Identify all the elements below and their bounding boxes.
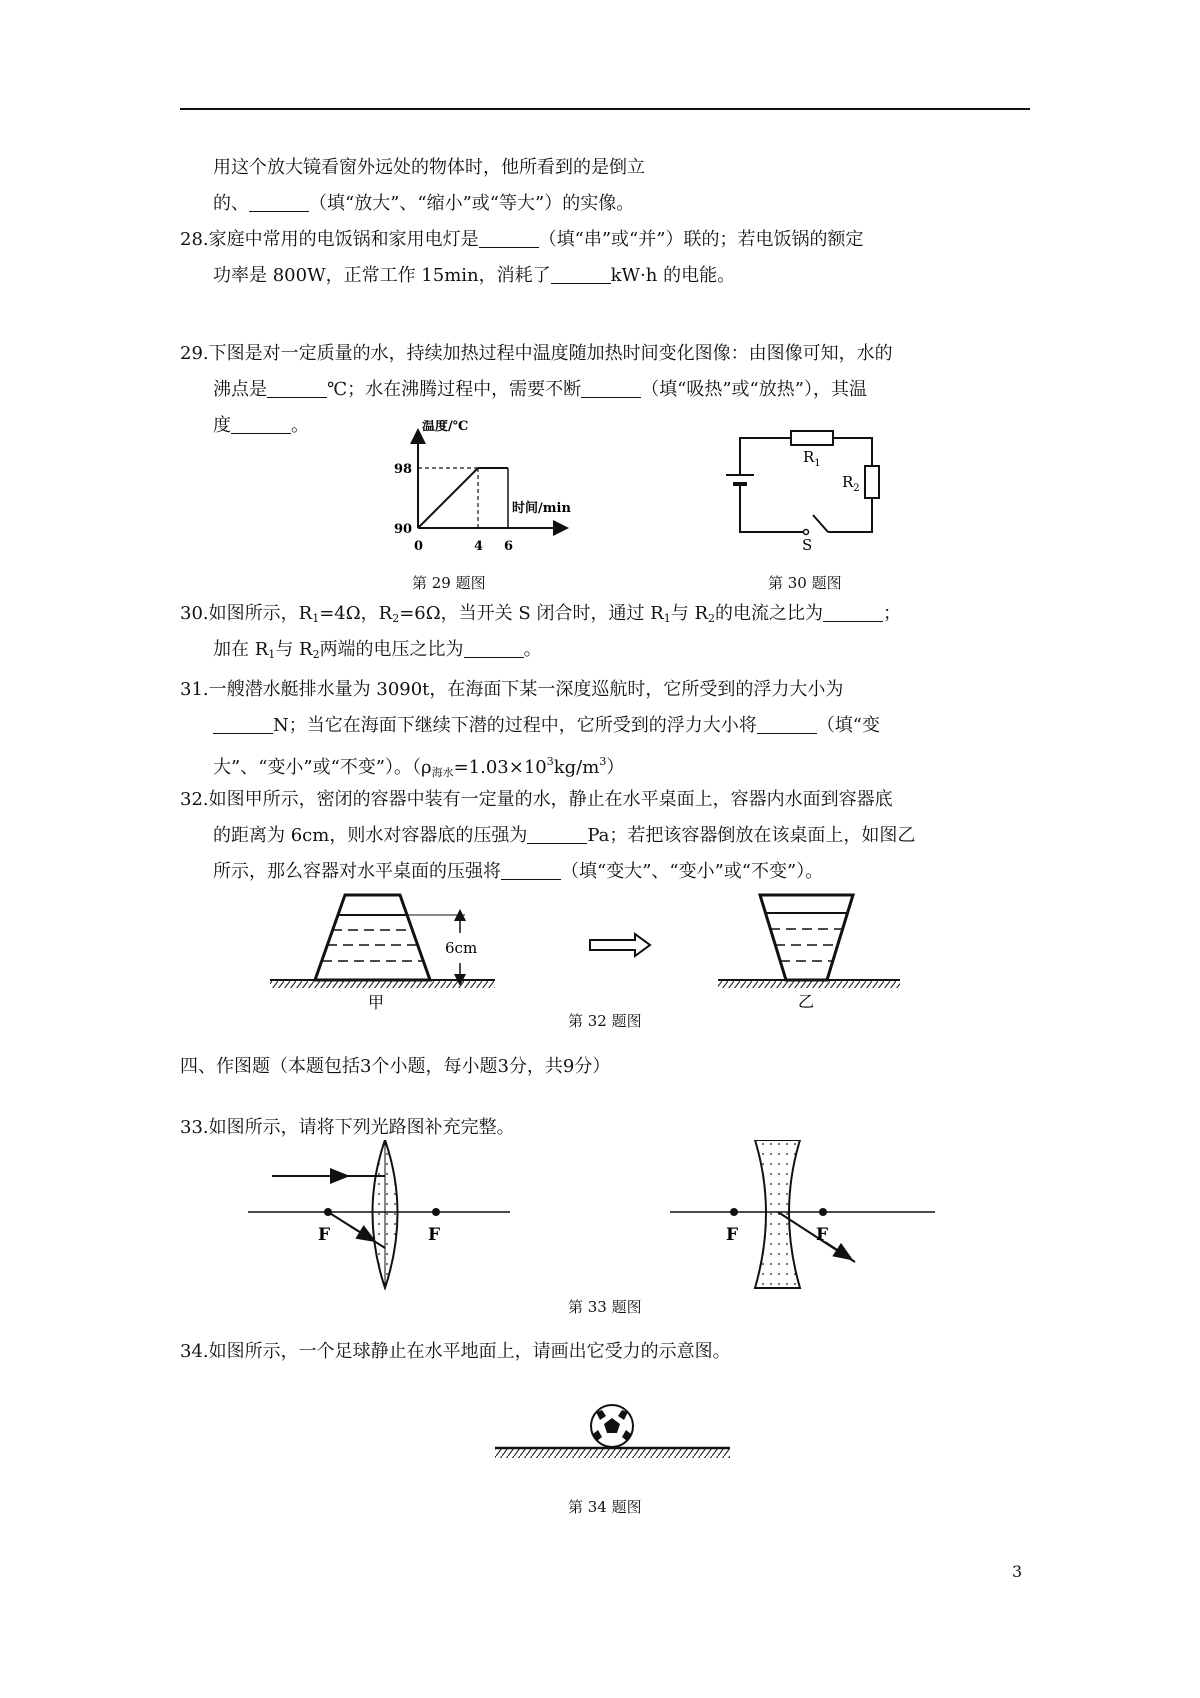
- switch-contact: [804, 530, 809, 535]
- container-upright: [315, 895, 430, 980]
- q31-blank-1[interactable]: [213, 715, 273, 734]
- q27-line1: 用这个放大镜看窗外远处的物体时，他所看到的是倒立: [213, 157, 645, 178]
- football-icon: [591, 1405, 633, 1447]
- q29-blank-1[interactable]: [267, 379, 327, 398]
- convex-focus-right: [432, 1208, 440, 1216]
- q31-line3: [213, 750, 624, 785]
- q30-sub-5: 1: [268, 648, 276, 661]
- q30-sub-6: 2: [312, 648, 320, 661]
- x-tick-label: 6: [504, 539, 514, 554]
- fig34-caption: 第 34 题图: [568, 1498, 642, 1516]
- q32-text-d: 所示，那么容器对水平桌面的压强将: [213, 861, 501, 882]
- q31-text-f: kg/m: [553, 757, 600, 778]
- q32-number: 32.: [180, 789, 209, 810]
- temperature-time-chart: [380, 420, 580, 560]
- q28-text-c: 功率是 800W，正常工作 15min，消耗了: [213, 265, 551, 286]
- q27-text-a: 的、: [213, 193, 249, 214]
- q29-text-e: 度: [213, 415, 231, 436]
- q32-text-b: 的距离为 6cm，则水对容器底的压强为: [213, 825, 528, 846]
- q29-text-d: （填“吸热”或“放热”），其温: [641, 379, 867, 400]
- resistor-r2: [865, 466, 879, 498]
- q30-text-j: 。: [523, 639, 542, 660]
- fig30-caption: 第 30 题图: [768, 574, 842, 592]
- concave-lens: [755, 1140, 800, 1288]
- top-wire-left: [740, 438, 791, 464]
- x-axis-label: 时间/min: [512, 501, 571, 516]
- label-s: S: [802, 536, 813, 550]
- q32-line3: [213, 860, 823, 884]
- convex-focus-left: [324, 1208, 332, 1216]
- football-diagram: [490, 1400, 740, 1470]
- q30-line2: [213, 638, 542, 667]
- q29-blank-3[interactable]: [231, 415, 291, 434]
- q32-blank-2[interactable]: [501, 861, 561, 880]
- container-diagram: [260, 885, 920, 1015]
- convex-f-left: F: [318, 1225, 331, 1245]
- section-4-heading: 四、作图题（本题包括3个小题，每小题3分，共9分）: [180, 1056, 611, 1077]
- q30-text-f: ；: [883, 603, 902, 624]
- q33-line: [180, 1116, 515, 1140]
- q32-line1: [180, 788, 893, 812]
- convex-f-right: F: [428, 1225, 441, 1245]
- concave-f-right: F: [816, 1225, 829, 1245]
- q29-number: 29.: [180, 343, 209, 364]
- page-number: 3: [1012, 1562, 1023, 1581]
- q34-number: 34.: [180, 1341, 209, 1362]
- label-yi: 乙: [798, 992, 815, 1011]
- q31-text-d: 大”、“变小”或“不变”）。（ρ: [213, 757, 432, 778]
- q30-text-h: 与 R: [275, 639, 313, 660]
- lens-diagrams: [240, 1140, 940, 1290]
- q30-text-i: 两端的电压之比为: [319, 639, 464, 660]
- q30-text-a: 如图所示，R: [208, 603, 313, 624]
- q31-text-c: （填“变: [816, 715, 880, 736]
- q31-text-g: ）: [606, 757, 625, 778]
- q27-line2: [213, 192, 634, 216]
- q28-line2: [213, 264, 735, 288]
- q28-blank-1[interactable]: [479, 229, 539, 248]
- q28-text-d: kW·h 的电能。: [610, 265, 736, 286]
- q30-line1: [180, 602, 901, 631]
- label-r1: $R_1$: [803, 448, 821, 469]
- q32-text-a: 如图甲所示，密闭的容器中装有一定量的水，静止在水平桌面上，容器内水面到容器底: [208, 789, 893, 810]
- right-wire: [828, 498, 872, 532]
- q31-sup-2: 3: [599, 755, 607, 768]
- q30-text-d: 与 R: [670, 603, 709, 624]
- q33-number: 33.: [180, 1117, 209, 1138]
- x-tick-label: 4: [474, 539, 484, 554]
- q28-text-b: （填“串”或“并”）联的；若电饭锅的额定: [538, 229, 864, 250]
- label-jia: 甲: [368, 993, 385, 1012]
- q31-text-a: 一艘潜水艇排水量为 3090t，在海面下某一深度巡航时，它所受到的浮力大小为: [208, 679, 844, 700]
- q29-line2: [213, 378, 867, 402]
- q27-text-b: （填“放大”、“缩小”或“等大”）的实像。: [309, 193, 635, 214]
- switch-arm: [813, 515, 828, 532]
- q32-line2: [213, 824, 915, 848]
- y-tick-label: 98: [394, 462, 413, 477]
- q33-text: 如图所示，请将下列光路图补充完整。: [208, 1117, 515, 1138]
- q30-sub-4: 2: [708, 612, 716, 625]
- q28-line1: [180, 228, 863, 252]
- q31-sub: 海水: [431, 766, 454, 779]
- q31-sup-1: 3: [546, 755, 554, 768]
- q29-blank-2[interactable]: [581, 379, 641, 398]
- q31-text-b: N；当它在海面下继续下潜的过程中，它所受到的浮力大小将: [273, 715, 757, 736]
- q31-number: 31.: [180, 679, 209, 700]
- q30-sub-1: 1: [312, 612, 320, 625]
- y-axis-label: 温度/℃: [422, 420, 469, 434]
- circuit-diagram: [700, 420, 890, 550]
- x-tick-label: 0: [414, 539, 424, 554]
- q32-text-c: Pa；若把该容器倒放在该桌面上，如图乙: [587, 825, 916, 846]
- q29-text-f: 。: [291, 415, 309, 436]
- q29-text-b: 沸点是: [213, 379, 267, 400]
- bottom-wire: [740, 498, 806, 532]
- resistor-r1: [791, 431, 833, 445]
- transform-arrow: [590, 934, 650, 956]
- q31-blank-2[interactable]: [757, 715, 817, 734]
- q30-sub-3: 1: [663, 612, 671, 625]
- q29-text-c: ℃；水在沸腾过程中，需要不断: [327, 379, 582, 400]
- q30-blank-2[interactable]: [464, 639, 524, 658]
- q28-number: 28.: [180, 229, 209, 250]
- height-label: 6cm: [445, 939, 478, 957]
- q31-line1: [180, 678, 843, 702]
- fig29-caption: 第 29 题图: [412, 574, 486, 592]
- fig33-caption: 第 33 题图: [568, 1298, 642, 1316]
- q28-blank-2[interactable]: [551, 265, 611, 284]
- q30-text-g: 加在 R: [213, 639, 269, 660]
- q31-text-e: =1.03×10: [453, 757, 547, 778]
- q29-line3: [213, 414, 309, 438]
- q34-text: 如图所示，一个足球静止在水平地面上，请画出它受力的示意图。: [208, 1341, 731, 1362]
- q30-number: 30.: [180, 603, 209, 624]
- container-inverted: [760, 895, 853, 980]
- concave-focus-right: [819, 1208, 827, 1216]
- q28-text-a: 家庭中常用的电饭锅和家用电灯是: [208, 229, 479, 250]
- temperature-series-line: [418, 468, 508, 528]
- q27-blank[interactable]: [249, 193, 309, 212]
- top-wire-right: [833, 438, 872, 466]
- q34-line: [180, 1340, 731, 1364]
- q30-text-c: =6Ω，当开关 S 闭合时，通过 R: [399, 603, 664, 624]
- q30-sub-2: 2: [392, 612, 400, 625]
- label-r2: $R_2$: [842, 473, 860, 494]
- header-rule: [180, 108, 1030, 110]
- q30-blank-1[interactable]: [823, 603, 883, 622]
- q30-text-e: 的电流之比为: [715, 603, 824, 624]
- q29-text-a: 下图是对一定质量的水，持续加热过程中温度随加热时间变化图像：由图像可知，水的: [208, 343, 893, 364]
- concave-f-left: F: [726, 1225, 739, 1245]
- q32-text-e: （填“变大”、“变小”或“不变”）。: [561, 861, 824, 882]
- y-tick-label: 90: [394, 522, 413, 537]
- q32-blank-1[interactable]: [527, 825, 587, 844]
- fig32-caption: 第 32 题图: [568, 1012, 642, 1030]
- q29-line1: [180, 342, 893, 366]
- concave-focus-left: [730, 1208, 738, 1216]
- q31-line2: [213, 714, 880, 738]
- q30-text-b: =4Ω，R: [319, 603, 393, 624]
